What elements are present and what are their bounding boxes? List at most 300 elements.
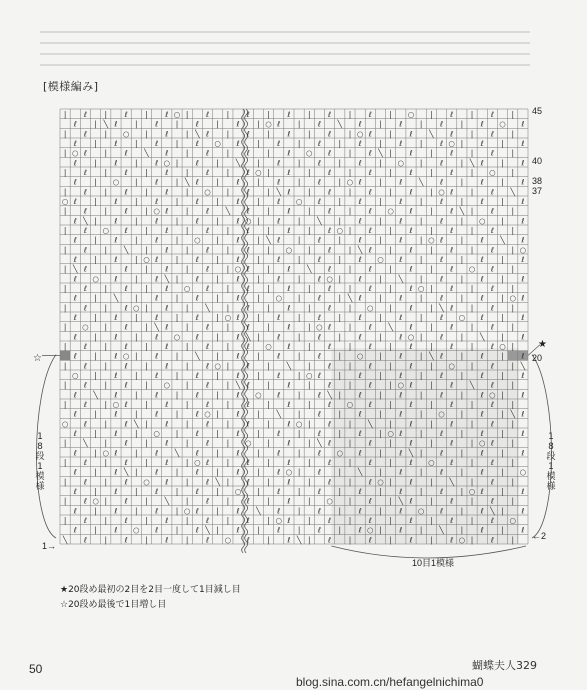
chart-symbol: ℓ	[521, 506, 525, 516]
chart-symbol: ℓ	[450, 303, 454, 313]
chart-symbol: |	[175, 216, 179, 226]
chart-symbol: |	[175, 274, 179, 284]
chart-symbol: ℓ	[490, 129, 494, 139]
chart-symbol: ℓ	[490, 264, 494, 274]
chart-symbol: |	[430, 225, 433, 235]
chart-symbol: ℓ	[205, 264, 210, 274]
chart-symbol: |	[430, 438, 433, 448]
chart-symbol: ℓ	[450, 380, 454, 390]
chart-symbol: ℓ	[277, 254, 281, 264]
star-filled: ★	[538, 339, 547, 350]
chart-symbol: |	[267, 361, 270, 371]
chart-symbol: ℓ	[195, 293, 199, 303]
chart-symbol: |	[145, 438, 148, 448]
chart-symbol: ℓ	[439, 486, 444, 496]
chart-symbol: ℓ	[409, 419, 413, 429]
chart-symbol: |	[297, 390, 301, 400]
chart-symbol: |	[94, 448, 97, 458]
chart-symbol: ○	[295, 196, 303, 206]
chart-symbol: |	[419, 525, 423, 535]
chart-symbol: ℓ	[358, 448, 362, 458]
chart-symbol: ℓ	[439, 235, 444, 245]
chart-symbol: ℓ	[124, 496, 128, 506]
chart-symbol: ℓ	[287, 303, 291, 313]
chart-symbol: |	[419, 119, 423, 129]
chart-symbol: |	[145, 129, 148, 139]
chart-symbol: ℓ	[317, 428, 321, 438]
chart-symbol: ○	[458, 535, 466, 545]
chart-symbol: |	[267, 283, 270, 293]
chart-symbol: ℓ	[277, 177, 281, 187]
chart-symbol: ℓ	[165, 303, 169, 313]
chart-symbol: |	[267, 148, 270, 158]
chart-symbol: ℓ	[368, 148, 372, 158]
chart-symbol: |	[511, 148, 515, 158]
chart-symbol: ℓ	[124, 167, 128, 177]
repeat-rows-label-left: 1 8 段 1 模 様	[35, 432, 45, 492]
chart-symbol: ○	[519, 467, 527, 477]
chart-symbol: ℓ	[277, 506, 281, 516]
chart-symbol: ℓ	[83, 129, 87, 139]
chart-symbol: |	[460, 293, 464, 303]
chart-symbol: |	[257, 293, 260, 303]
row-number-20: 20	[532, 353, 543, 363]
chart-symbol: |	[257, 274, 260, 284]
chart-symbol: ℓ	[521, 235, 525, 245]
chart-symbol: ℓ	[83, 399, 87, 409]
chart-symbol: ○	[102, 225, 110, 235]
chart-symbol: ℓ	[114, 138, 118, 148]
chart-symbol: ○	[387, 206, 394, 216]
chart-symbol: ╲	[510, 187, 515, 197]
chart-symbol: ℓ	[114, 235, 118, 245]
chart-symbol: ℓ	[165, 283, 169, 293]
chart-symbol: ℓ	[480, 370, 484, 380]
chart-symbol: |	[419, 196, 423, 206]
chart-symbol: |	[185, 477, 189, 487]
chart-symbol: ℓ	[287, 148, 291, 158]
chart-symbol: ℓ	[165, 515, 169, 525]
chart-symbol: |	[338, 332, 342, 342]
chart-symbol: ╲	[449, 477, 454, 487]
chart-symbol: |	[379, 428, 382, 438]
chart-symbol: |	[135, 158, 138, 168]
chart-symbol: ╲	[429, 129, 434, 139]
chart-symbol: ℓ	[439, 448, 444, 458]
chart-symbol: |	[419, 293, 423, 303]
chart-symbol: ╲	[245, 332, 251, 342]
chart-symbol: |	[338, 138, 342, 148]
chart-symbol: ○	[305, 370, 313, 380]
chart-symbol: ℓ	[368, 322, 372, 332]
chart-symbol: ℓ	[358, 274, 362, 284]
chart-symbol: ℓ	[165, 129, 169, 139]
chart-symbol: |	[460, 486, 464, 496]
chart-symbol: |	[470, 187, 474, 197]
chart-symbol: ○	[509, 515, 517, 525]
chart-symbol: |	[430, 322, 433, 332]
chart-symbol: |	[338, 274, 342, 284]
chart-symbol: |	[389, 167, 392, 177]
chart-symbol: |	[460, 177, 464, 187]
chart-symbol: |	[511, 167, 515, 177]
chart-symbol: |	[226, 361, 230, 371]
chart-symbol: ℓ	[409, 380, 413, 390]
chart-symbol: |	[226, 187, 230, 197]
chart-symbol: |	[226, 225, 230, 235]
chart-symbol: ℓ	[277, 448, 281, 458]
chart-symbol: ╲	[479, 332, 485, 342]
chart-symbol: |	[63, 264, 67, 274]
chart-symbol: |	[216, 428, 219, 438]
chart-symbol: ╲	[439, 525, 444, 535]
chart-symbol: |	[297, 351, 301, 361]
chart-symbol: ○	[173, 332, 181, 342]
chart-symbol: ℓ	[205, 457, 210, 467]
chart-symbol: ℓ	[124, 206, 128, 216]
chart-symbol: ╲	[378, 148, 383, 158]
chart-symbol: |	[63, 129, 67, 139]
chart-symbol: |	[145, 264, 148, 274]
chart-symbol: ℓ	[124, 341, 128, 351]
chart-symbol: |	[419, 216, 423, 226]
chart-symbol: ℓ	[236, 196, 240, 206]
chart-symbol: ○	[326, 274, 333, 284]
chart-symbol: ○	[356, 129, 364, 139]
chart-symbol: ℓ	[368, 496, 372, 506]
chart-symbol: ○	[204, 187, 211, 197]
chart-symbol: ℓ	[236, 448, 240, 458]
chart-symbol: ℓ	[317, 293, 321, 303]
star-outline: ☆	[33, 353, 42, 364]
chart-symbol: ╲	[164, 274, 170, 284]
chart-symbol: ℓ	[155, 274, 159, 284]
chart-symbol: |	[419, 235, 423, 245]
chart-symbol: ℓ	[409, 496, 413, 506]
chart-symbol: |	[175, 254, 179, 264]
chart-symbol: ℓ	[114, 448, 118, 458]
chart-symbol: |	[257, 370, 260, 380]
chart-symbol: |	[470, 167, 474, 177]
chart-symbol: ℓ	[165, 341, 169, 351]
chart-symbol: |	[470, 109, 474, 119]
chart-symbol: ℓ	[287, 535, 291, 545]
chart-symbol: ╲	[205, 525, 210, 535]
chart-symbol: |	[419, 351, 423, 361]
chart-symbol: |	[216, 370, 219, 380]
chart-symbol: ℓ	[287, 496, 291, 506]
chart-symbol: ℓ	[521, 158, 525, 168]
chart-symbol: |	[460, 428, 464, 438]
chart-symbol: ℓ	[409, 477, 413, 487]
chart-symbol: ○	[387, 428, 394, 438]
chart-symbol: |	[460, 409, 464, 419]
chart-symbol: |	[379, 525, 382, 535]
chart-symbol: ╲	[388, 322, 393, 332]
chart-symbol: ℓ	[73, 332, 77, 342]
chart-symbol: ℓ	[480, 196, 484, 206]
chart-symbol: ╲	[490, 506, 495, 516]
chart-symbol: ℓ	[205, 496, 210, 506]
chart-symbol: |	[267, 399, 270, 409]
chart-symbol: ℓ	[439, 332, 444, 342]
chart-symbol: ℓ	[480, 409, 484, 419]
chart-symbol: ℓ	[317, 177, 321, 187]
chart-symbol: |	[501, 486, 504, 496]
chart-symbol: |	[216, 390, 219, 400]
chart-symbol: ℓ	[73, 274, 77, 284]
chart-symbol: ℓ	[155, 216, 159, 226]
chart-symbol: ℓ	[368, 341, 372, 351]
chart-symbol: |	[104, 303, 108, 313]
chart-symbol: ℓ	[277, 138, 281, 148]
chart-symbol: |	[135, 332, 138, 342]
chart-symbol: |	[338, 409, 342, 419]
chart-symbol: ℓ	[521, 119, 525, 129]
chart-symbol: |	[267, 438, 270, 448]
chart-symbol: |	[226, 457, 230, 467]
chart-symbol: |	[63, 341, 67, 351]
chart-symbol: ℓ	[246, 457, 250, 467]
chart-symbol: |	[348, 283, 352, 293]
chart-symbol: ℓ	[317, 274, 321, 284]
chart-symbol: ℓ	[155, 158, 159, 168]
chart-symbol: ℓ	[317, 332, 321, 342]
chart-symbol: ○	[285, 245, 293, 255]
chart-symbol: |	[257, 351, 260, 361]
chart-symbol: ℓ	[277, 390, 281, 400]
chart-symbol: |	[145, 515, 148, 525]
chart-symbol: ℓ	[236, 293, 240, 303]
chart-symbol: ℓ	[368, 515, 372, 525]
chart-symbol: |	[501, 390, 504, 400]
chart-symbol: ℓ	[490, 361, 494, 371]
chart-symbol: ℓ	[368, 187, 372, 197]
chart-symbol: ℓ	[83, 535, 87, 545]
chart-symbol: ℓ	[277, 351, 281, 361]
chart-symbol: |	[185, 148, 189, 158]
chart-symbol: ○	[112, 399, 120, 409]
chart-symbol: |	[267, 419, 270, 429]
chart-symbol: ○	[265, 341, 272, 351]
chart-symbol: ℓ	[195, 196, 199, 206]
chart-symbol: |	[348, 380, 352, 390]
chart-symbol: ○	[417, 283, 425, 293]
chart-symbol: ○	[336, 448, 344, 458]
chart-symbol: |	[226, 109, 230, 119]
chart-symbol: ℓ	[114, 409, 118, 419]
chart-symbol: ℓ	[246, 322, 250, 332]
chart-symbol: |	[389, 438, 392, 448]
chart-symbol: ○	[133, 525, 140, 535]
chart-symbol: |	[175, 235, 179, 245]
chart-symbol: |	[185, 535, 189, 545]
chart-symbol: |	[501, 506, 504, 516]
chart-symbol: ℓ	[124, 187, 128, 197]
chart-symbol: ╲	[469, 380, 475, 390]
chart-symbol: ╲	[469, 158, 475, 168]
chart-symbol: ℓ	[114, 312, 118, 322]
chart-symbol: ╲	[215, 477, 220, 487]
chart-symbol: ℓ	[409, 535, 413, 545]
chart-symbol: |	[348, 187, 352, 197]
chart-symbol: ○	[478, 438, 486, 448]
chart-symbol: ℓ	[450, 148, 454, 158]
chart-symbol: ℓ	[205, 515, 210, 525]
chart-symbol: ℓ	[73, 506, 77, 516]
chart-symbol: ℓ	[328, 283, 332, 293]
chart-symbol: |	[348, 167, 352, 177]
chart-symbol: |	[94, 525, 97, 535]
chart-symbol: ℓ	[399, 409, 403, 419]
chart-symbol: |	[226, 322, 230, 332]
chart-symbol: ○	[346, 177, 354, 187]
chart-symbol: ℓ	[521, 177, 525, 187]
chart-symbol: |	[63, 109, 67, 119]
chart-symbol: ℓ	[114, 390, 118, 400]
chart-symbol: ℓ	[165, 264, 169, 274]
chart-symbol: |	[145, 206, 148, 216]
chart-symbol: ℓ	[317, 448, 321, 458]
chart-symbol: |	[430, 283, 433, 293]
chart-symbol: |	[63, 399, 67, 409]
chart-symbol: ○	[356, 351, 364, 361]
chart-symbol: ℓ	[83, 109, 87, 119]
chart-symbol: |	[348, 496, 352, 506]
chart-symbol: |	[135, 506, 138, 516]
chart-symbol: |	[145, 109, 148, 119]
chart-symbol: ℓ	[399, 138, 403, 148]
chart-symbol: |	[379, 506, 382, 516]
chart-symbol: |	[460, 254, 464, 264]
chart-symbol: |	[104, 187, 108, 197]
chart-symbol: |	[104, 535, 108, 545]
chart-symbol: |	[267, 322, 270, 332]
chart-symbol: |	[104, 361, 108, 371]
chart-symbol: |	[185, 303, 189, 313]
chart-symbol: ℓ	[165, 206, 169, 216]
chart-symbol: |	[307, 361, 311, 371]
chart-symbol: ℓ	[358, 428, 362, 438]
chart-symbol: ℓ	[287, 438, 291, 448]
chart-symbol: ℓ	[480, 235, 484, 245]
chart-symbol: ℓ	[439, 274, 444, 284]
chart-symbol: |	[135, 409, 138, 419]
chart-symbol: ℓ	[317, 254, 321, 264]
chart-symbol: ℓ	[450, 457, 454, 467]
chart-symbol: ℓ	[124, 535, 128, 545]
chart-symbol: ℓ	[328, 477, 332, 487]
chart-symbol: |	[460, 525, 464, 535]
chart-symbol: |	[338, 506, 342, 516]
chart-symbol: ℓ	[490, 419, 494, 429]
chart-symbol: ℓ	[399, 293, 403, 303]
chart-symbol: |	[135, 390, 138, 400]
chart-symbol: |	[419, 274, 423, 284]
chart-symbol: |	[501, 428, 504, 438]
chart-symbol: |	[94, 332, 97, 342]
chart-symbol: ℓ	[155, 138, 159, 148]
chart-symbol: ℓ	[277, 196, 281, 206]
chart-symbol: ℓ	[277, 332, 281, 342]
chart-symbol: |	[430, 496, 433, 506]
chart-symbol: ℓ	[399, 254, 403, 264]
chart-symbol: ℓ	[114, 196, 118, 206]
chart-symbol: |	[307, 322, 311, 332]
chart-symbol: ℓ	[83, 496, 87, 506]
chart-symbol: ℓ	[409, 438, 413, 448]
chart-symbol: |	[267, 187, 270, 197]
chart-symbol: ℓ	[439, 158, 444, 168]
chart-symbol: ℓ	[83, 361, 87, 371]
chart-symbol: |	[216, 119, 219, 129]
chart-symbol: ○	[214, 361, 221, 371]
chart-symbol: ℓ	[277, 158, 281, 168]
chart-symbol: ℓ	[450, 167, 454, 177]
chart-symbol: |	[348, 419, 352, 429]
chart-symbol: ╲	[398, 496, 404, 506]
chart-symbol: |	[389, 361, 392, 371]
chart-symbol: |	[470, 245, 474, 255]
chart-symbol: ℓ	[114, 158, 118, 168]
chart-symbol: ○	[285, 467, 293, 477]
chart-symbol: ○	[489, 390, 496, 400]
chart-symbol: |	[430, 399, 433, 409]
chart-symbol: ╲	[347, 293, 353, 303]
chart-symbol: |	[460, 351, 464, 361]
chart-symbol: ○	[133, 303, 140, 313]
chart-symbol: |	[145, 341, 148, 351]
chart-symbol: ℓ	[124, 148, 128, 158]
chart-symbol: |	[94, 177, 97, 187]
chart-symbol: ○	[509, 293, 517, 303]
chart-symbol: ○	[377, 254, 384, 264]
chart-symbol: |	[338, 254, 342, 264]
chart-symbol: |	[338, 486, 342, 496]
chart-symbol: ℓ	[317, 158, 321, 168]
chart-title: [模様編み]	[43, 80, 99, 93]
chart-symbol: |	[460, 235, 464, 245]
chart-symbol: |	[63, 477, 67, 487]
chart-symbol: |	[257, 332, 260, 342]
chart-symbol: |	[175, 370, 179, 380]
chart-symbol: ℓ	[277, 216, 281, 226]
chart-symbol: |	[430, 535, 433, 545]
chart-symbol: |	[297, 506, 301, 516]
chart-symbol: |	[419, 332, 423, 342]
chart-symbol: |	[267, 477, 270, 487]
chart-symbol: ℓ	[246, 419, 250, 429]
chart-symbol: ℓ	[439, 390, 444, 400]
chart-symbol: |	[501, 196, 504, 206]
chart-symbol: ℓ	[521, 293, 525, 303]
chart-symbol: |	[145, 457, 148, 467]
chart-symbol: ℓ	[195, 390, 199, 400]
chart-symbol: ℓ	[195, 332, 199, 342]
chart-symbol: ℓ	[155, 467, 159, 477]
chart-symbol: |	[389, 109, 392, 119]
chart-symbol: ╲	[357, 245, 363, 255]
chart-symbol: |	[430, 380, 433, 390]
chart-symbol: |	[94, 196, 97, 206]
chart-symbol: ○	[224, 312, 232, 322]
chart-symbol: ℓ	[399, 370, 403, 380]
chart-symbol: |	[63, 361, 67, 371]
chart-symbol: |	[460, 138, 464, 148]
chart-symbol: |	[419, 409, 423, 419]
chart-symbol: ℓ	[328, 322, 332, 332]
chart-symbol: ℓ	[83, 457, 87, 467]
